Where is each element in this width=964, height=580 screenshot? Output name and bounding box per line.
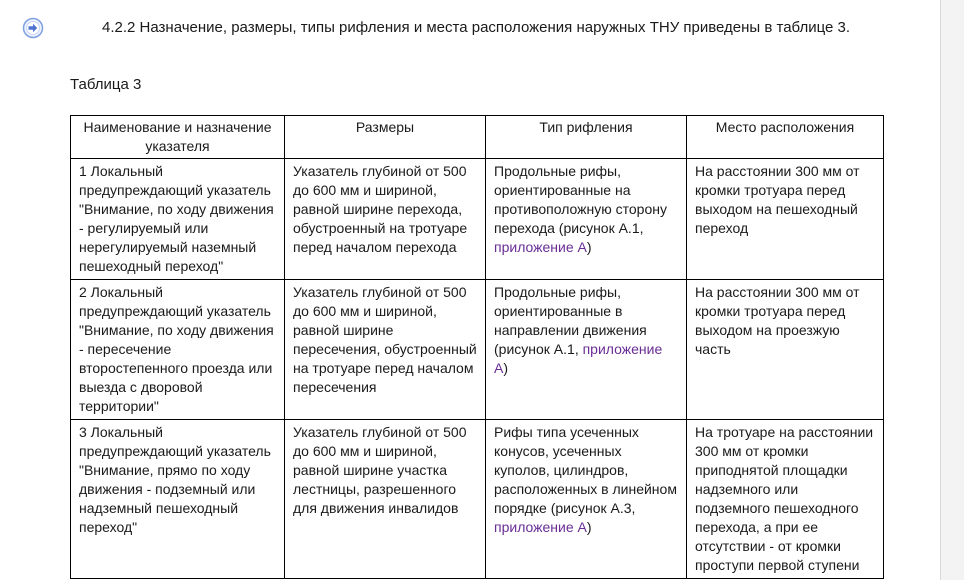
cell-size: Указатель глубиной от 500 до 600 мм и шириной, равной ширине пересечения, обустроенный на тротуаре перед началом пересечения bbox=[285, 280, 486, 420]
appendix-link[interactable]: приложение А bbox=[494, 239, 587, 255]
cell-type bbox=[486, 280, 687, 420]
type-text: Продольные рифы, ориентированные в направлении движения (рисунок А.1, bbox=[494, 284, 647, 357]
cell-size: Указатель глубиной от 500 до 600 мм и шириной, равной ширине участка лестницы, разрешенного для движения инвалидов bbox=[285, 420, 486, 579]
table-header-row bbox=[71, 116, 884, 159]
header-name: Наименование и назначение указателя bbox=[71, 116, 285, 159]
indicators-table bbox=[70, 115, 884, 579]
arrow-right-circle-icon[interactable] bbox=[22, 17, 44, 39]
cell-type bbox=[486, 159, 687, 280]
cell-size: Указатель глубиной от 500 до 600 мм и шириной, равной ширине перехода, обустроенный на тротуаре перед началом перехода bbox=[285, 159, 486, 280]
table-row bbox=[71, 159, 884, 280]
cell-location: На расстоянии 300 мм от кромки тротуара перед выходом на проезжую часть bbox=[687, 280, 884, 420]
cell-type bbox=[486, 420, 687, 579]
cell-name: 3 Локальный предупреждающий указатель "Внимание, прямо по ходу движения - подземный или надземный пешеходный переход" bbox=[71, 420, 285, 579]
type-text: Рифы типа усеченных конусов, усеченных куполов, цилиндров, расположенных в линейном порядке (рисунок А.3, bbox=[494, 424, 677, 516]
appendix-link[interactable]: приложение А bbox=[494, 519, 587, 535]
header-size: Размеры bbox=[285, 116, 486, 159]
cell-name: 1 Локальный предупреждающий указатель "Внимание, по ходу движения - регулируемый или нерегулируемый наземный пешеходный переход" bbox=[71, 159, 285, 280]
type-text-end: ) bbox=[503, 360, 509, 376]
appendix-link[interactable]: приложение А bbox=[494, 341, 663, 376]
type-text-end: ) bbox=[586, 239, 592, 255]
cell-location: На тротуаре на расстоянии 300 мм от кромки приподнятой площадки надземного или подземного пешеходного перехода, а при ее отсутствии - от кромки проступи первой ступени bbox=[687, 420, 884, 579]
type-text-end: ) bbox=[586, 519, 592, 535]
cell-location: На расстоянии 300 мм от кромки тротуара перед выходом на пешеходный переход bbox=[687, 159, 884, 280]
table-caption: Таблица 3 bbox=[70, 76, 142, 93]
table-row bbox=[71, 280, 884, 420]
section-paragraph: 4.2.2 Назначение, размеры, типы рифления и места расположения наружных ТНУ приведены в таблице 3. bbox=[102, 19, 851, 36]
table-row bbox=[71, 420, 884, 579]
header-type: Тип рифления bbox=[486, 116, 687, 159]
header-location: Место расположения bbox=[687, 116, 884, 159]
cell-name: 2 Локальный предупреждающий указатель "Внимание, по ходу движения - пересечение второстепенного проезда или выезда с дворовой территории" bbox=[71, 280, 285, 420]
type-text: Продольные рифы, ориентированные на противоположную сторону перехода (рисунок А.1, bbox=[494, 163, 667, 236]
